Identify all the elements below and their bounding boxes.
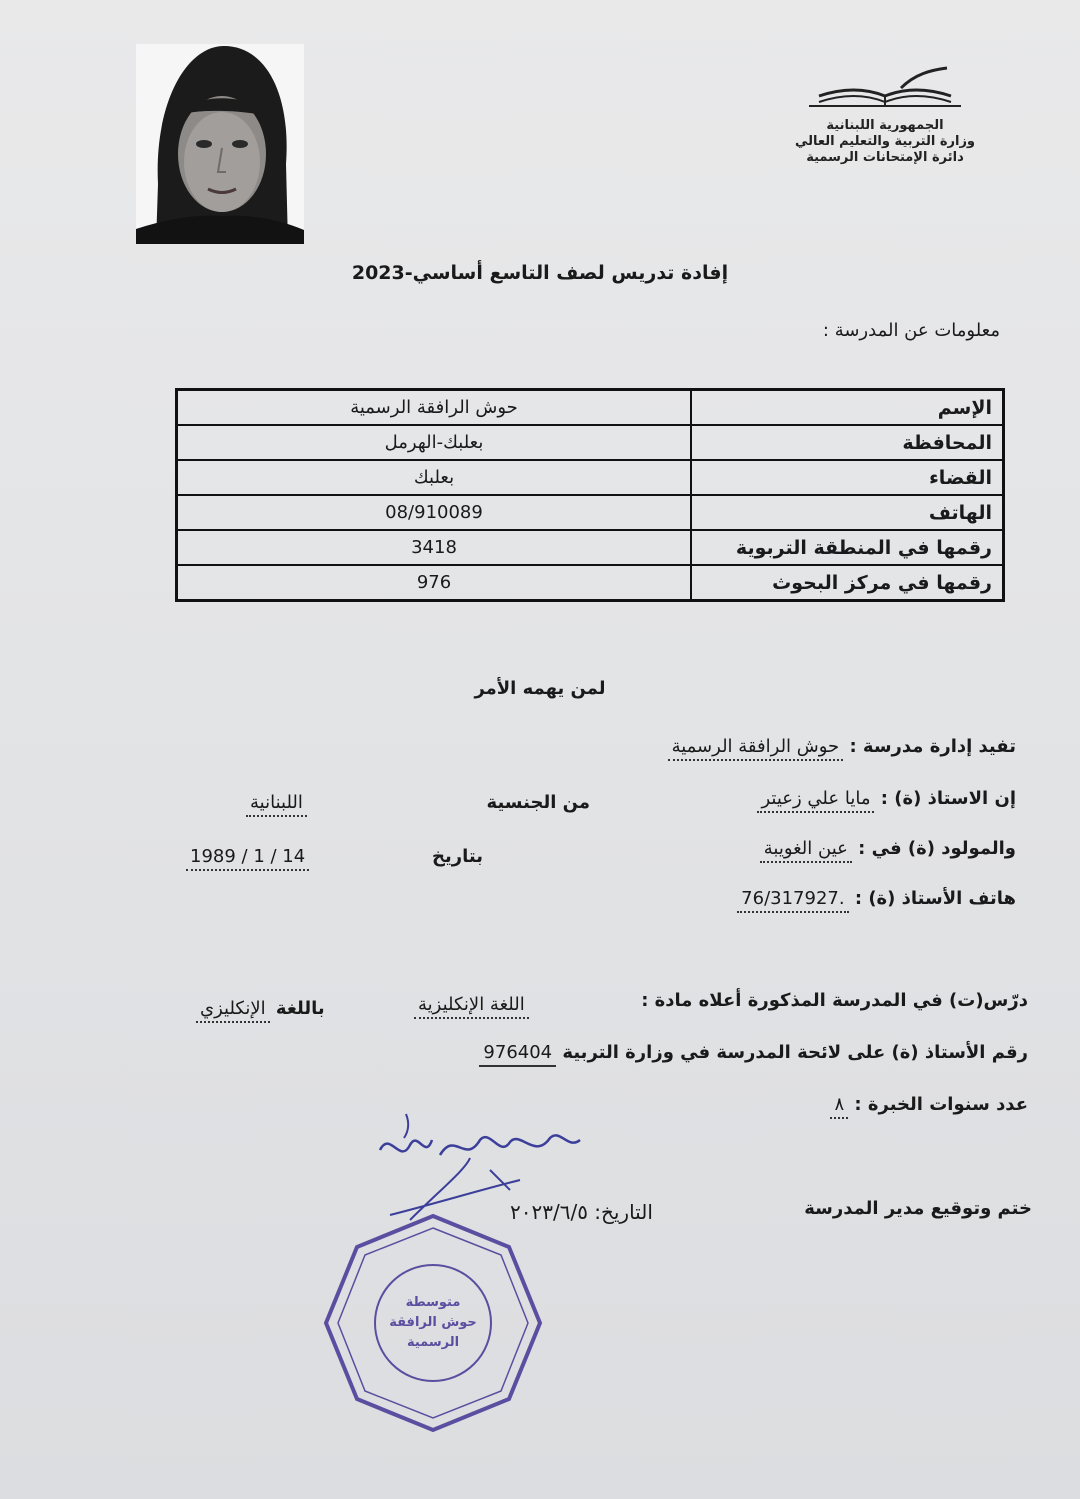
nationality-value: اللبنانية xyxy=(246,792,307,817)
school-info-table xyxy=(175,388,1005,602)
taught-line xyxy=(641,990,1028,1011)
footer-date-label: التاريخ: xyxy=(594,1200,653,1224)
stamp-inner-line-3: الرسمية xyxy=(406,1335,460,1350)
experience-line xyxy=(830,1094,1028,1115)
born-line xyxy=(760,838,1016,859)
row-value: بعلبك xyxy=(177,460,692,495)
applicant-photo xyxy=(136,44,304,244)
subject-wrap xyxy=(414,994,529,1015)
row-value: 08/910089 xyxy=(177,495,692,530)
language-label: باللغة xyxy=(275,998,325,1019)
birthdate-value: 1989 / 1 / 14 xyxy=(186,846,309,871)
birthdate-wrap xyxy=(186,846,309,867)
subject-value: اللغة الإنكليزية xyxy=(414,994,529,1019)
logo-line-ministry: وزارة التربية والتعليم العالي xyxy=(794,134,976,149)
experience-value: ٨ xyxy=(830,1094,848,1119)
stamp-outer-text xyxy=(322,1212,330,1216)
nationality-value-wrap xyxy=(246,792,307,813)
stamp-inner-line-1: متوسطة xyxy=(405,1295,461,1310)
taught-label: درّس(ت) في المدرسة المذكورة أعلاه مادة : xyxy=(641,990,1028,1011)
admin-value: حوش الرافقة الرسمية xyxy=(668,736,844,761)
to-whom-heading: لمن يهمه الأمر xyxy=(474,678,606,699)
row-label: الهاتف xyxy=(691,495,1004,530)
ministry-logo xyxy=(790,66,980,196)
row-value: بعلبك-الهرمل xyxy=(177,425,692,460)
table-row xyxy=(177,565,1004,601)
school-info-label: معلومات عن المدرسة : xyxy=(822,320,1000,341)
table-row xyxy=(177,495,1004,530)
principal-signature-label: ختم وتوقيع مدير المدرسة xyxy=(804,1198,1032,1219)
admin-line xyxy=(668,736,1016,757)
table-row xyxy=(177,530,1004,565)
experience-label: عدد سنوات الخبرة : xyxy=(854,1094,1028,1115)
footer-date-value: ٢٠٢٣/٦/٥ xyxy=(510,1200,588,1224)
language-line xyxy=(196,998,325,1019)
row-value: حوش الرافقة الرسمية xyxy=(177,390,692,426)
teacher-number-value: 976404 xyxy=(479,1042,556,1067)
row-value: 976 xyxy=(177,565,692,601)
document-title: إفادة تدريس لصف التاسع أساسي-2023 xyxy=(351,262,729,284)
phone-label: هاتف الأستاذ (ة) : xyxy=(854,888,1016,909)
teacher-number-label: رقم الأستاذ (ة) على لائحة المدرسة في وزارة التربية xyxy=(562,1042,1028,1063)
row-value: 3418 xyxy=(177,530,692,565)
official-stamp xyxy=(322,1212,544,1434)
born-value: عين الغويبة xyxy=(760,838,852,863)
logo-line-department: دائرة الإمتحانات الرسمية xyxy=(806,150,964,165)
born-label: والمولود (ة) في : xyxy=(858,838,1016,859)
row-label: رقمها في المنطقة التربوية xyxy=(691,530,1004,565)
logo-line-republic: الجمهورية اللبنانية xyxy=(826,118,944,133)
table-row xyxy=(177,460,1004,495)
teacher-number-line xyxy=(479,1042,1028,1063)
row-label: المحافظة xyxy=(691,425,1004,460)
teacher-value: مايا علي زعيتر xyxy=(757,788,874,813)
svg-text:الجمهورية اللبنانية * وزارة ال xyxy=(322,1212,330,1216)
phone-value: 76/317927. xyxy=(737,888,848,913)
book-icon xyxy=(805,66,965,110)
teacher-line xyxy=(757,788,1016,809)
table-row xyxy=(177,425,1004,460)
table-row xyxy=(177,390,1004,426)
phone-line xyxy=(737,888,1016,909)
nationality-label: من الجنسية xyxy=(486,792,590,813)
admin-label: تفيد إدارة مدرسة : xyxy=(849,736,1016,757)
language-value: الإنكليزي xyxy=(196,998,270,1023)
stamp-inner-line-2: حوش الرافقة xyxy=(389,1315,477,1330)
row-label: القضاء xyxy=(691,460,1004,495)
row-label: الإسم xyxy=(691,390,1004,426)
birthdate-label: بتاريخ xyxy=(432,846,483,867)
row-label: رقمها في مركز البحوث xyxy=(691,565,1004,601)
teacher-label: إن الاستاذ (ة) : xyxy=(880,788,1016,809)
